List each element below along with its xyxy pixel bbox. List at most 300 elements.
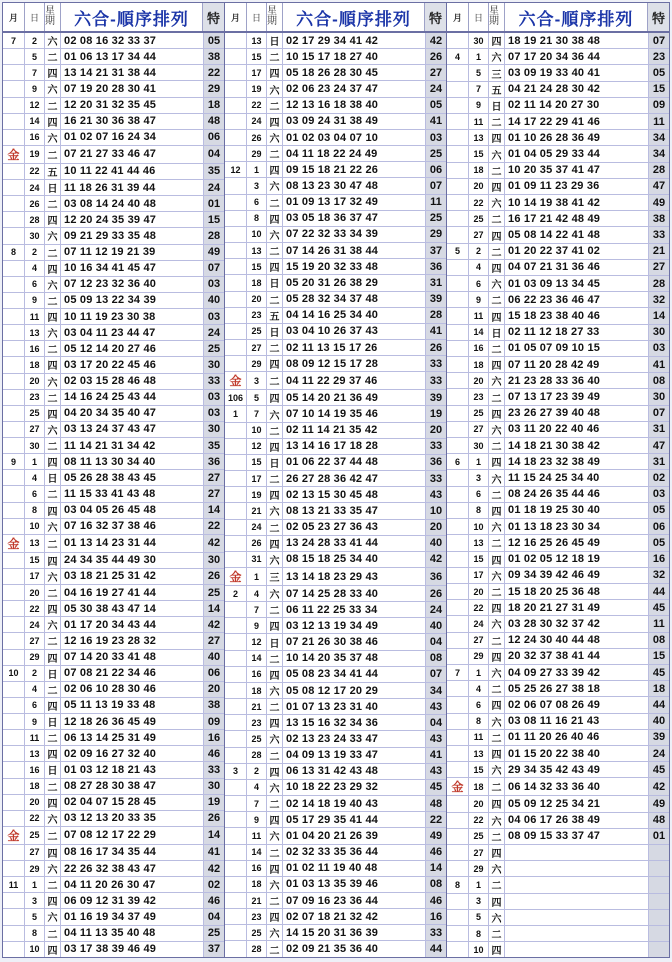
special-number-cell: 04 xyxy=(203,146,224,163)
special-number-cell: 47 xyxy=(648,179,669,194)
special-number-cell: 03 xyxy=(203,406,224,421)
table-row xyxy=(3,114,224,130)
special-number-cell: 25 xyxy=(203,926,224,941)
numbers-cell xyxy=(505,910,648,925)
numbers-cell: 13 24 28 33 41 44 xyxy=(286,537,379,550)
special-number-cell: 40 xyxy=(425,536,446,551)
month-cell: 金 xyxy=(225,372,247,389)
numbers-cell: 10 15 17 18 27 40 xyxy=(286,50,379,63)
special-number-cell: 27 xyxy=(203,486,224,501)
month-cell xyxy=(225,292,247,307)
day-cell: 13 xyxy=(25,746,45,761)
table-row xyxy=(3,909,224,925)
weekday-cell: 二 xyxy=(267,423,283,438)
day-cell: 16 xyxy=(247,667,267,682)
numbers-cell: 05 17 29 35 41 44 xyxy=(286,813,379,826)
month-cell xyxy=(225,877,247,892)
table-row xyxy=(447,813,669,829)
special-number-cell: 30 xyxy=(203,779,224,794)
weekday-cell: 六 xyxy=(45,81,61,96)
numbers-cell: 03 04 10 26 37 43 xyxy=(286,325,379,338)
month-cell xyxy=(225,227,247,242)
month-cell xyxy=(225,259,247,274)
special-number-cell: 36 xyxy=(425,568,446,585)
numbers-cell: 07 17 20 34 36 44 xyxy=(508,50,601,63)
day-cell: 3 xyxy=(247,178,267,193)
weekday-cell: 四 xyxy=(45,893,61,908)
weekday-cell: 六 xyxy=(489,616,505,631)
numbers-cell: 06 09 12 31 39 42 xyxy=(64,894,157,907)
numbers-cell xyxy=(505,942,648,957)
weekday-cell: 二 xyxy=(489,438,505,453)
month-cell xyxy=(225,634,247,649)
weekday-cell: 四 xyxy=(489,308,505,323)
header-month: 月 xyxy=(225,3,247,31)
weekday-cell: 二 xyxy=(489,114,505,129)
table-row xyxy=(447,942,669,957)
numbers-cell: 05 09 12 25 34 21 xyxy=(508,797,601,810)
month-cell xyxy=(225,845,247,860)
table-row xyxy=(225,423,446,439)
numbers-cell xyxy=(505,894,648,909)
day-cell: 4 xyxy=(25,682,45,697)
month-cell: 5 xyxy=(447,244,469,259)
day-cell: 11 xyxy=(25,309,45,324)
table-row xyxy=(3,845,224,861)
table-row xyxy=(3,503,224,519)
special-number-cell xyxy=(648,845,669,860)
day-cell: 20 xyxy=(469,584,489,599)
lottery-results-sheet xyxy=(2,2,670,958)
month-cell xyxy=(447,503,469,518)
results-panel xyxy=(3,3,225,957)
weekday-cell: 二 xyxy=(45,438,61,453)
weekday-cell: 二 xyxy=(489,926,505,941)
table-row xyxy=(447,373,669,389)
day-cell: 3 xyxy=(247,372,267,389)
weekday-cell: 二 xyxy=(267,195,283,210)
month-cell xyxy=(225,667,247,682)
special-number-cell: 25 xyxy=(203,341,224,356)
month-cell xyxy=(447,649,469,664)
weekday-cell: 四 xyxy=(45,309,61,324)
day-cell: 25 xyxy=(247,324,267,339)
numbers-cell: 15 19 20 32 33 48 xyxy=(286,260,379,273)
table-row xyxy=(447,829,669,845)
table-row xyxy=(225,602,446,618)
numbers-cell: 02 13 23 24 33 47 xyxy=(286,732,379,745)
numbers-cell: 03 04 11 23 44 47 xyxy=(64,326,156,339)
special-number-cell: 45 xyxy=(648,600,669,615)
month-cell xyxy=(447,681,469,696)
numbers-cell: 05 20 31 26 38 29 xyxy=(286,276,379,289)
special-number-cell: 28 xyxy=(203,228,224,243)
numbers-cell xyxy=(505,861,648,876)
month-cell: 金 xyxy=(3,146,25,163)
day-cell: 18 xyxy=(25,357,45,372)
special-number-cell: 03 xyxy=(648,487,669,502)
weekday-cell: 四 xyxy=(45,261,61,276)
weekday-cell: 六 xyxy=(489,762,505,777)
table-row xyxy=(225,941,446,956)
numbers-cell: 02 13 15 30 45 48 xyxy=(286,488,379,501)
day-cell: 22 xyxy=(469,600,489,615)
day-cell: 10 xyxy=(469,519,489,534)
weekday-cell: 四 xyxy=(45,114,61,129)
month-cell xyxy=(3,81,25,96)
header-special: 特 xyxy=(425,3,446,31)
weekday-cell: 四 xyxy=(45,553,61,568)
weekday-cell: 二 xyxy=(45,633,61,648)
special-number-cell: 43 xyxy=(425,731,446,746)
numbers-cell: 05 25 26 27 38 18 xyxy=(508,682,601,695)
special-number-cell: 30 xyxy=(203,422,224,437)
day-cell: 7 xyxy=(247,406,267,421)
numbers-cell: 01 18 19 25 30 40 xyxy=(508,504,601,517)
month-cell xyxy=(3,180,25,195)
day-cell: 20 xyxy=(247,292,267,307)
weekday-cell: 四 xyxy=(489,796,505,811)
day-cell: 22 xyxy=(247,98,267,113)
day-cell: 1 xyxy=(25,454,45,469)
numbers-cell: 03 05 18 36 37 47 xyxy=(286,212,379,225)
month-cell xyxy=(447,861,469,876)
weekday-cell: 二 xyxy=(489,292,505,307)
day-cell: 4 xyxy=(469,260,489,275)
special-number-cell: 24 xyxy=(203,325,224,340)
month-cell xyxy=(447,470,469,485)
special-number-cell: 08 xyxy=(648,633,669,648)
month-cell xyxy=(3,633,25,648)
table-row xyxy=(447,633,669,649)
weekday-cell: 六 xyxy=(267,406,283,421)
day-cell: 3 xyxy=(25,893,45,908)
special-number-cell: 25 xyxy=(425,211,446,226)
day-cell: 7 xyxy=(247,796,267,811)
special-number-cell: 07 xyxy=(203,261,224,276)
special-number-cell: 04 xyxy=(425,715,446,730)
special-number-cell xyxy=(648,894,669,909)
month-cell xyxy=(447,308,469,323)
table-row xyxy=(3,98,224,114)
numbers-cell: 01 04 05 29 33 44 xyxy=(508,148,601,161)
day-cell: 17 xyxy=(247,65,267,80)
table-row xyxy=(225,259,446,275)
special-number-cell: 33 xyxy=(203,374,224,389)
table-row xyxy=(3,309,224,325)
month-cell xyxy=(447,697,469,712)
month-cell xyxy=(3,114,25,129)
month-cell xyxy=(225,651,247,666)
weekday-cell: 二 xyxy=(489,163,505,178)
day-cell: 25 xyxy=(247,731,267,746)
weekday-cell: 二 xyxy=(45,390,61,405)
numbers-cell: 16 21 30 36 38 47 xyxy=(64,115,157,128)
month-cell xyxy=(3,341,25,356)
numbers-cell: 04 11 22 29 37 46 xyxy=(286,374,378,387)
month-cell xyxy=(225,98,247,113)
month-cell xyxy=(447,163,469,178)
table-row xyxy=(225,439,446,455)
special-number-cell: 23 xyxy=(648,49,669,64)
table-row xyxy=(3,762,224,778)
month-cell xyxy=(3,909,25,924)
table-row xyxy=(447,438,669,454)
results-table xyxy=(447,33,669,957)
numbers-cell: 03 12 13 20 33 35 xyxy=(64,812,157,825)
day-cell: 13 xyxy=(469,130,489,145)
day-cell: 25 xyxy=(25,827,45,844)
table-row xyxy=(447,778,669,796)
table-row xyxy=(225,667,446,683)
day-cell: 23 xyxy=(469,389,489,404)
day-cell: 7 xyxy=(469,82,489,97)
weekday-cell: 六 xyxy=(267,683,283,698)
day-cell: 21 xyxy=(247,699,267,714)
table-row xyxy=(225,764,446,780)
table-row xyxy=(447,163,669,179)
weekday-cell: 六 xyxy=(267,877,283,892)
weekday-cell: 四 xyxy=(45,845,61,860)
special-number-cell: 38 xyxy=(203,698,224,713)
special-number-cell: 24 xyxy=(203,180,224,195)
weekday-cell: 二 xyxy=(267,471,283,486)
special-number-cell xyxy=(648,877,669,892)
month-cell xyxy=(447,926,469,941)
table-row xyxy=(225,146,446,162)
month-cell xyxy=(3,779,25,794)
special-number-cell xyxy=(648,926,669,941)
weekday-cell: 二 xyxy=(489,487,505,502)
month-cell xyxy=(225,780,247,795)
day-cell: 22 xyxy=(25,164,45,179)
weekday-cell: 二 xyxy=(489,633,505,648)
month-cell xyxy=(447,829,469,844)
table-row xyxy=(225,715,446,731)
weekday-cell: 四 xyxy=(267,667,283,682)
day-cell: 1 xyxy=(247,162,267,177)
day-cell: 12 xyxy=(247,634,267,649)
table-row xyxy=(447,33,669,49)
numbers-cell: 22 26 32 38 43 47 xyxy=(64,862,157,875)
month-cell xyxy=(3,698,25,713)
table-row xyxy=(447,325,669,341)
special-number-cell: 40 xyxy=(425,618,446,633)
table-row xyxy=(447,746,669,762)
month-cell xyxy=(447,325,469,340)
header-weekday: 星期 xyxy=(489,3,505,31)
day-cell: 28 xyxy=(247,748,267,763)
numbers-cell: 02 14 18 19 40 43 xyxy=(286,797,379,810)
month-cell xyxy=(447,227,469,242)
numbers-cell: 10 16 34 41 45 47 xyxy=(64,262,157,275)
table-row xyxy=(447,762,669,778)
table-row xyxy=(3,486,224,502)
special-number-cell: 10 xyxy=(425,503,446,518)
month-cell xyxy=(447,195,469,210)
day-cell: 25 xyxy=(469,406,489,421)
month-cell xyxy=(225,439,247,454)
month-cell xyxy=(225,503,247,518)
numbers-cell: 02 11 14 21 35 42 xyxy=(286,424,378,437)
table-row xyxy=(447,195,669,211)
weekday-cell: 四 xyxy=(45,503,61,518)
month-cell xyxy=(225,324,247,339)
day-cell: 26 xyxy=(25,196,45,211)
numbers-cell: 08 15 18 25 34 40 xyxy=(286,553,379,566)
day-cell: 16 xyxy=(25,762,45,777)
month-cell xyxy=(3,503,25,518)
month-cell xyxy=(3,261,25,276)
special-number-cell: 15 xyxy=(203,212,224,227)
special-number-cell: 14 xyxy=(203,503,224,518)
numbers-cell: 24 34 35 44 49 30 xyxy=(64,554,157,567)
weekday-cell: 四 xyxy=(45,454,61,469)
day-cell: 24 xyxy=(247,520,267,535)
weekday-cell: 六 xyxy=(489,470,505,485)
numbers-cell: 29 34 35 42 43 49 xyxy=(508,763,601,776)
numbers-cell: 01 07 13 23 31 40 xyxy=(286,700,379,713)
table-row xyxy=(225,699,446,715)
month-cell xyxy=(225,699,247,714)
results-panel xyxy=(447,3,669,957)
weekday-cell: 四 xyxy=(489,697,505,712)
day-cell: 9 xyxy=(25,714,45,729)
special-number-cell: 25 xyxy=(425,146,446,161)
table-row xyxy=(3,390,224,406)
weekday-cell: 二 xyxy=(45,293,61,308)
weekday-cell: 六 xyxy=(489,373,505,388)
weekday-cell: 二 xyxy=(267,520,283,535)
numbers-cell: 01 06 13 17 34 44 xyxy=(64,50,157,63)
day-cell: 18 xyxy=(469,163,489,178)
month-cell xyxy=(3,730,25,745)
month-cell: 1 xyxy=(225,406,247,421)
numbers-cell: 06 13 14 25 31 49 xyxy=(64,731,157,744)
weekday-cell: 六 xyxy=(489,276,505,291)
weekday-cell: 二 xyxy=(267,748,283,763)
weekday-cell: 四 xyxy=(489,406,505,421)
day-cell: 26 xyxy=(247,130,267,145)
special-number-cell: 06 xyxy=(203,666,224,681)
special-number-cell: 05 xyxy=(425,98,446,113)
special-number-cell: 46 xyxy=(203,893,224,908)
month-cell xyxy=(3,357,25,372)
weekday-cell: 四 xyxy=(267,536,283,551)
weekday-cell: 四 xyxy=(267,211,283,226)
special-number-cell: 09 xyxy=(648,98,669,113)
day-cell: 17 xyxy=(247,471,267,486)
special-number-cell: 28 xyxy=(648,276,669,291)
table-row xyxy=(447,910,669,926)
numbers-cell: 01 09 11 23 29 36 xyxy=(508,180,600,193)
special-number-cell: 31 xyxy=(648,454,669,469)
numbers-cell: 14 18 21 30 38 42 xyxy=(508,439,601,452)
day-cell: 5 xyxy=(25,49,45,64)
special-number-cell: 42 xyxy=(203,617,224,632)
day-cell: 27 xyxy=(25,633,45,648)
table-row xyxy=(447,926,669,942)
day-cell: 20 xyxy=(25,374,45,389)
weekday-cell: 四 xyxy=(489,33,505,48)
day-cell: 4 xyxy=(25,470,45,485)
month-cell xyxy=(447,633,469,648)
day-cell: 28 xyxy=(247,941,267,956)
numbers-cell: 08 24 26 35 44 46 xyxy=(508,488,601,501)
weekday-cell: 日 xyxy=(267,455,283,470)
month-cell xyxy=(447,260,469,275)
weekday-cell: 四 xyxy=(45,746,61,761)
day-cell: 6 xyxy=(469,697,489,712)
special-number-cell: 49 xyxy=(648,796,669,811)
month-cell xyxy=(3,617,25,632)
weekday-cell: 六 xyxy=(489,519,505,534)
special-number-cell: 27 xyxy=(425,65,446,80)
special-number-cell: 44 xyxy=(425,941,446,956)
numbers-cell: 01 11 20 26 40 46 xyxy=(508,731,600,744)
header-weekday: 星期 xyxy=(45,3,61,31)
numbers-cell: 03 13 24 37 43 47 xyxy=(64,423,157,436)
numbers-cell: 05 08 14 22 41 48 xyxy=(508,229,601,242)
table-row xyxy=(3,698,224,714)
special-number-cell: 05 xyxy=(648,65,669,80)
special-number-cell: 29 xyxy=(425,227,446,242)
table-row xyxy=(3,666,224,682)
day-cell: 13 xyxy=(25,535,45,552)
month-cell: 金 xyxy=(447,778,469,795)
table-row xyxy=(225,390,446,406)
day-cell: 11 xyxy=(469,114,489,129)
table-row xyxy=(225,861,446,877)
month-cell xyxy=(225,455,247,470)
special-number-cell: 04 xyxy=(425,634,446,649)
numbers-cell: 10 11 22 41 44 46 xyxy=(64,165,156,178)
weekday-cell: 四 xyxy=(267,65,283,80)
day-cell: 17 xyxy=(469,568,489,583)
weekday-cell: 二 xyxy=(489,211,505,226)
special-number-cell xyxy=(648,861,669,876)
day-cell: 20 xyxy=(469,373,489,388)
table-row xyxy=(225,356,446,372)
table-row xyxy=(447,292,669,308)
weekday-cell: 二 xyxy=(45,245,61,260)
month-cell xyxy=(3,277,25,292)
table-row xyxy=(225,909,446,925)
special-number-cell: 30 xyxy=(648,325,669,340)
month-cell xyxy=(3,811,25,826)
weekday-cell: 四 xyxy=(489,746,505,761)
table-row xyxy=(225,292,446,308)
numbers-cell: 15 18 23 38 40 46 xyxy=(508,310,601,323)
day-cell: 11 xyxy=(469,730,489,745)
table-row xyxy=(3,164,224,180)
special-number-cell: 16 xyxy=(203,730,224,745)
day-cell: 14 xyxy=(247,845,267,860)
table-row xyxy=(3,49,224,65)
numbers-cell xyxy=(505,845,648,860)
numbers-cell: 14 15 20 31 36 39 xyxy=(286,926,379,939)
numbers-cell: 07 14 20 33 41 48 xyxy=(64,651,157,664)
weekday-cell: 六 xyxy=(489,146,505,161)
day-cell: 23 xyxy=(25,390,45,405)
special-number-cell: 06 xyxy=(203,130,224,145)
month-cell xyxy=(447,813,469,828)
table-row xyxy=(225,586,446,602)
month-cell xyxy=(3,470,25,485)
weekday-cell: 四 xyxy=(267,356,283,371)
numbers-cell: 13 14 18 23 29 43 xyxy=(286,570,379,583)
day-cell: 3 xyxy=(469,470,489,485)
